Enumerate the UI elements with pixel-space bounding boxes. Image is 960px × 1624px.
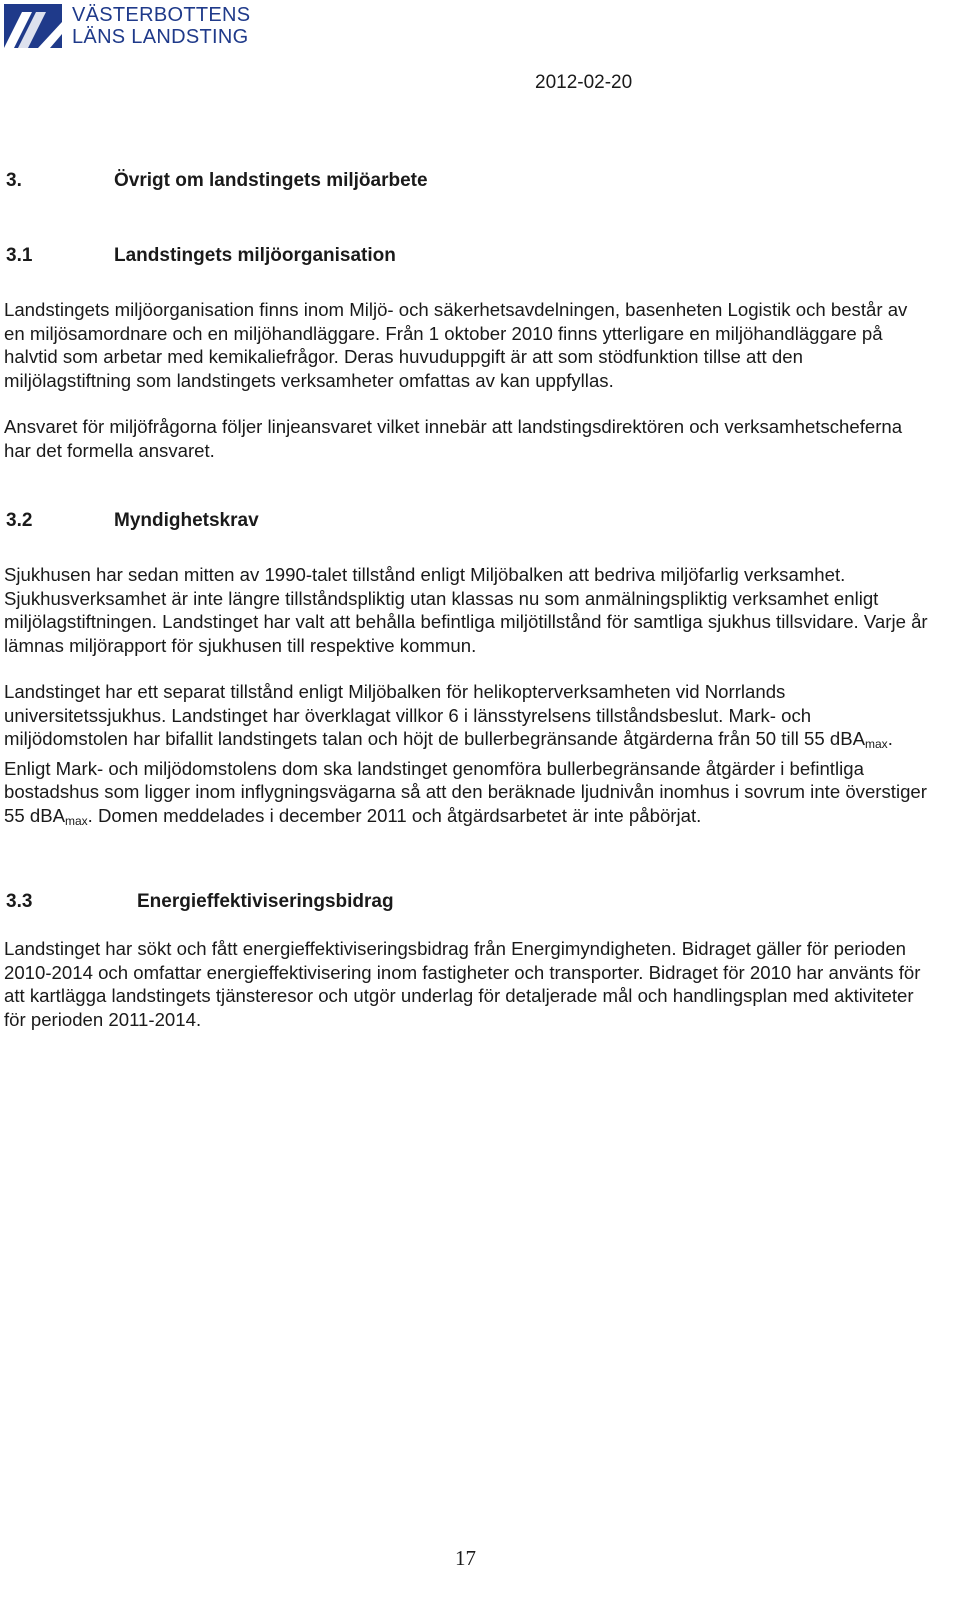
section-3-1-number: 3.1 xyxy=(6,245,33,266)
logo-line-2: LÄNS LANDSTING xyxy=(72,26,249,48)
section-3-3-paragraph-1: Landstinget har sökt och fått energieffektiviseringsbidrag från Energimyndigheten. Bidraget gäller för perioden 2010-2014 och omfattar energieffektivisering inom fastigheter och transporter. Bidraget för 2010 har använts för att kartlägga landstingets tjänsteresor och utgör underlag för detaljerade mål och handlingsplan med aktiviteter för perioden 2011-2014. xyxy=(4,938,921,1030)
section-3-2-number: 3.2 xyxy=(6,510,33,531)
logo xyxy=(4,4,250,48)
section-3-1-heading xyxy=(6,245,396,267)
section-3-3-heading xyxy=(6,891,394,913)
paragraph-text-c: . Domen meddelades i december 2011 och åtgärdsarbetet är inte påbörjat. xyxy=(87,804,702,826)
section-3-1-title: Landstingets miljöorganisation xyxy=(114,245,396,266)
subscript-max-1: max xyxy=(865,737,888,751)
section-3-2-heading xyxy=(6,510,259,532)
section-3-1-paragraph-1: Landstingets miljöorganisation finns inom Miljö- och säkerhetsavdelningen, basenheten Logistik och består av en miljösamordnare och en miljöhandläggare. Från 1 oktober 2010 finns ytterligare en miljöhandläggare på halvtid som arbetar med kemikaliefrågor. Deras huvuduppgift är att som stödfunktion tillse att den miljölagstiftning som landstingets verksamheter omfattas av kan uppfyllas. xyxy=(4,299,908,391)
paragraph-text-b: . Enligt Mark- och miljödomstolens dom ska landstinget genomföra bullerbegränsande åtgärder i befintliga bostadshus som ligger inom inflygningsvägarna så att den beräknade ljudnivån inomhus i sovrum inte överstiger 55 dBA xyxy=(4,728,927,826)
section-3-1-paragraph-2: Ansvaret för miljöfrågorna följer linjeansvaret vilket innebär att landstingsdirektören och verksamhetscheferna har det formella ansvaret. xyxy=(4,416,903,461)
paragraph-text-a: Landstinget har ett separat tillstånd enligt Miljöbalken för helikopterverksamheten vid Norrlands universitetssjukhus. Landstinget har överklagat villkor 6 i länsstyrelsens tillståndsbeslut. Mark- och miljödomstolen har bifallit landstingets talan och höjt de bullerbegränsande åtgärderna från 50 till 55 dBA xyxy=(4,681,866,749)
section-3-3-title: Energieffektiviseringsbidrag xyxy=(137,891,394,912)
section-3-2-paragraph-2 xyxy=(4,680,932,833)
logo-text xyxy=(72,4,250,48)
document-date: 2012-02-20 xyxy=(535,72,633,93)
section-3-3-number: 3.3 xyxy=(6,891,33,912)
vll-logo-icon xyxy=(4,4,62,48)
subscript-max-2: max xyxy=(65,813,88,828)
section-3-title: Övrigt om landstingets miljöarbete xyxy=(114,170,428,191)
section-3-2-paragraph-1: Sjukhusen har sedan mitten av 1990-talet tillstånd enligt Miljöbalken att bedriva miljöfarlig verksamhet. Sjukhusverksamhet är inte längre tillståndspliktig utan klassas nu som anmälningspliktig verksamhet enligt miljölagstiftningen. Landstinget har valt att behålla befintliga miljötillstånd för samtliga sjukhus tillsvidare. Varje år lämnas miljörapport för sjukhusen till respektive kommun. xyxy=(4,564,928,656)
section-3-number: 3. xyxy=(6,170,22,191)
section-3-2-title: Myndighetskrav xyxy=(114,510,259,531)
page-number: 17 xyxy=(455,1546,476,1570)
section-3-heading xyxy=(6,170,428,192)
logo-line-1: VÄSTERBOTTENS xyxy=(72,4,251,26)
